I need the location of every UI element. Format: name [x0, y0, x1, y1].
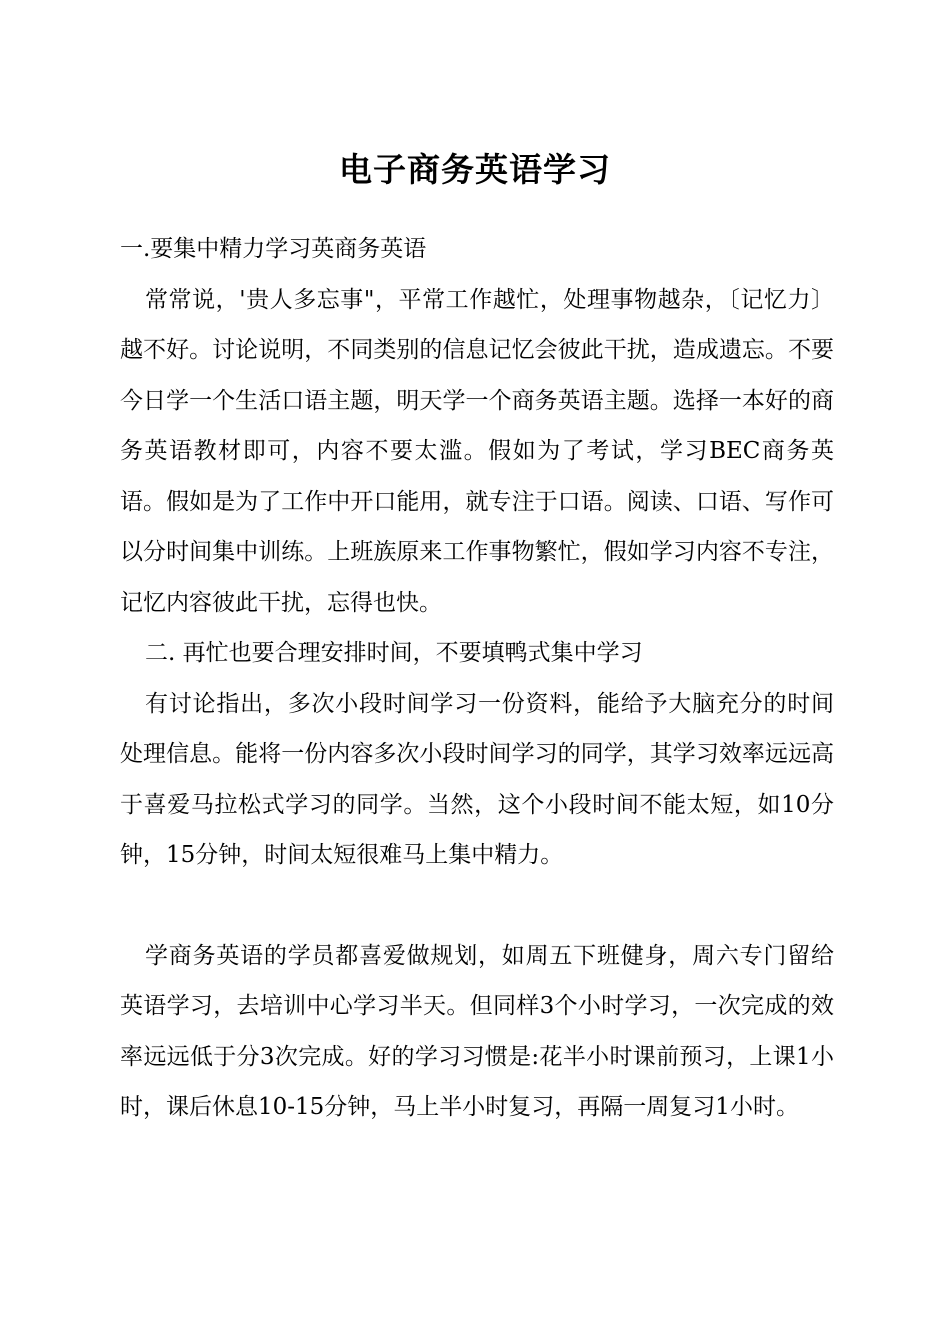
section-2-heading: 二. 再忙也要合理安排时间，不要填鸭式集中学习: [145, 640, 643, 666]
section-2-paragraph-1: 有讨论指出，多次小段时间学习一份资料，能给予大脑充分的时间处理信息。能将一份内容多次小段时间学习的同学，其学习效率远远高于喜爱马拉松式学习的同学。当然，这个小段时间不能太短，如10分钟，15分钟，时间太短很难马上集中精力。: [120, 690, 834, 868]
section-1-paragraph: 常常说，'贵人多忘事"，平常工作越忙，处理事物越杂，〔记忆力〕越不好。讨论说明，不同类别的信息记忆会彼此干扰，造成遗忘。不要今日学一个生活口语主题，明天学一个商务英语主题。选择一本好的商务英语教材即可，内容不要太滥。假如为了考试，学习BEC商务英语。假如是为了工作中开口能用，就专注于口语。阅读、口语、写作可以分时间集中训练。上班族原来工作事物繁忙，假如学习内容不专注，记忆内容彼此干扰，忘得也快。: [120, 286, 834, 616]
section-2-paragraph-2: 学商务英语的学员都喜爱做规划，如周五下班健身，周六专门留给英语学习，去培训中心学习半天。但同样3个小时学习，一次完成的效率远远低于分3次完成。好的学习习惯是:花半小时课前预习，上课1小时，课后休息10-15分钟，马上半小时复习，再隔一周复习1小时。: [120, 942, 834, 1120]
section-1-heading: 一.要集中精力学习英商务英语: [120, 236, 427, 262]
document-body: [120, 224, 834, 1133]
document-title: 电子商务英语学习: [339, 150, 611, 189]
paragraph-spacer: [120, 881, 834, 931]
